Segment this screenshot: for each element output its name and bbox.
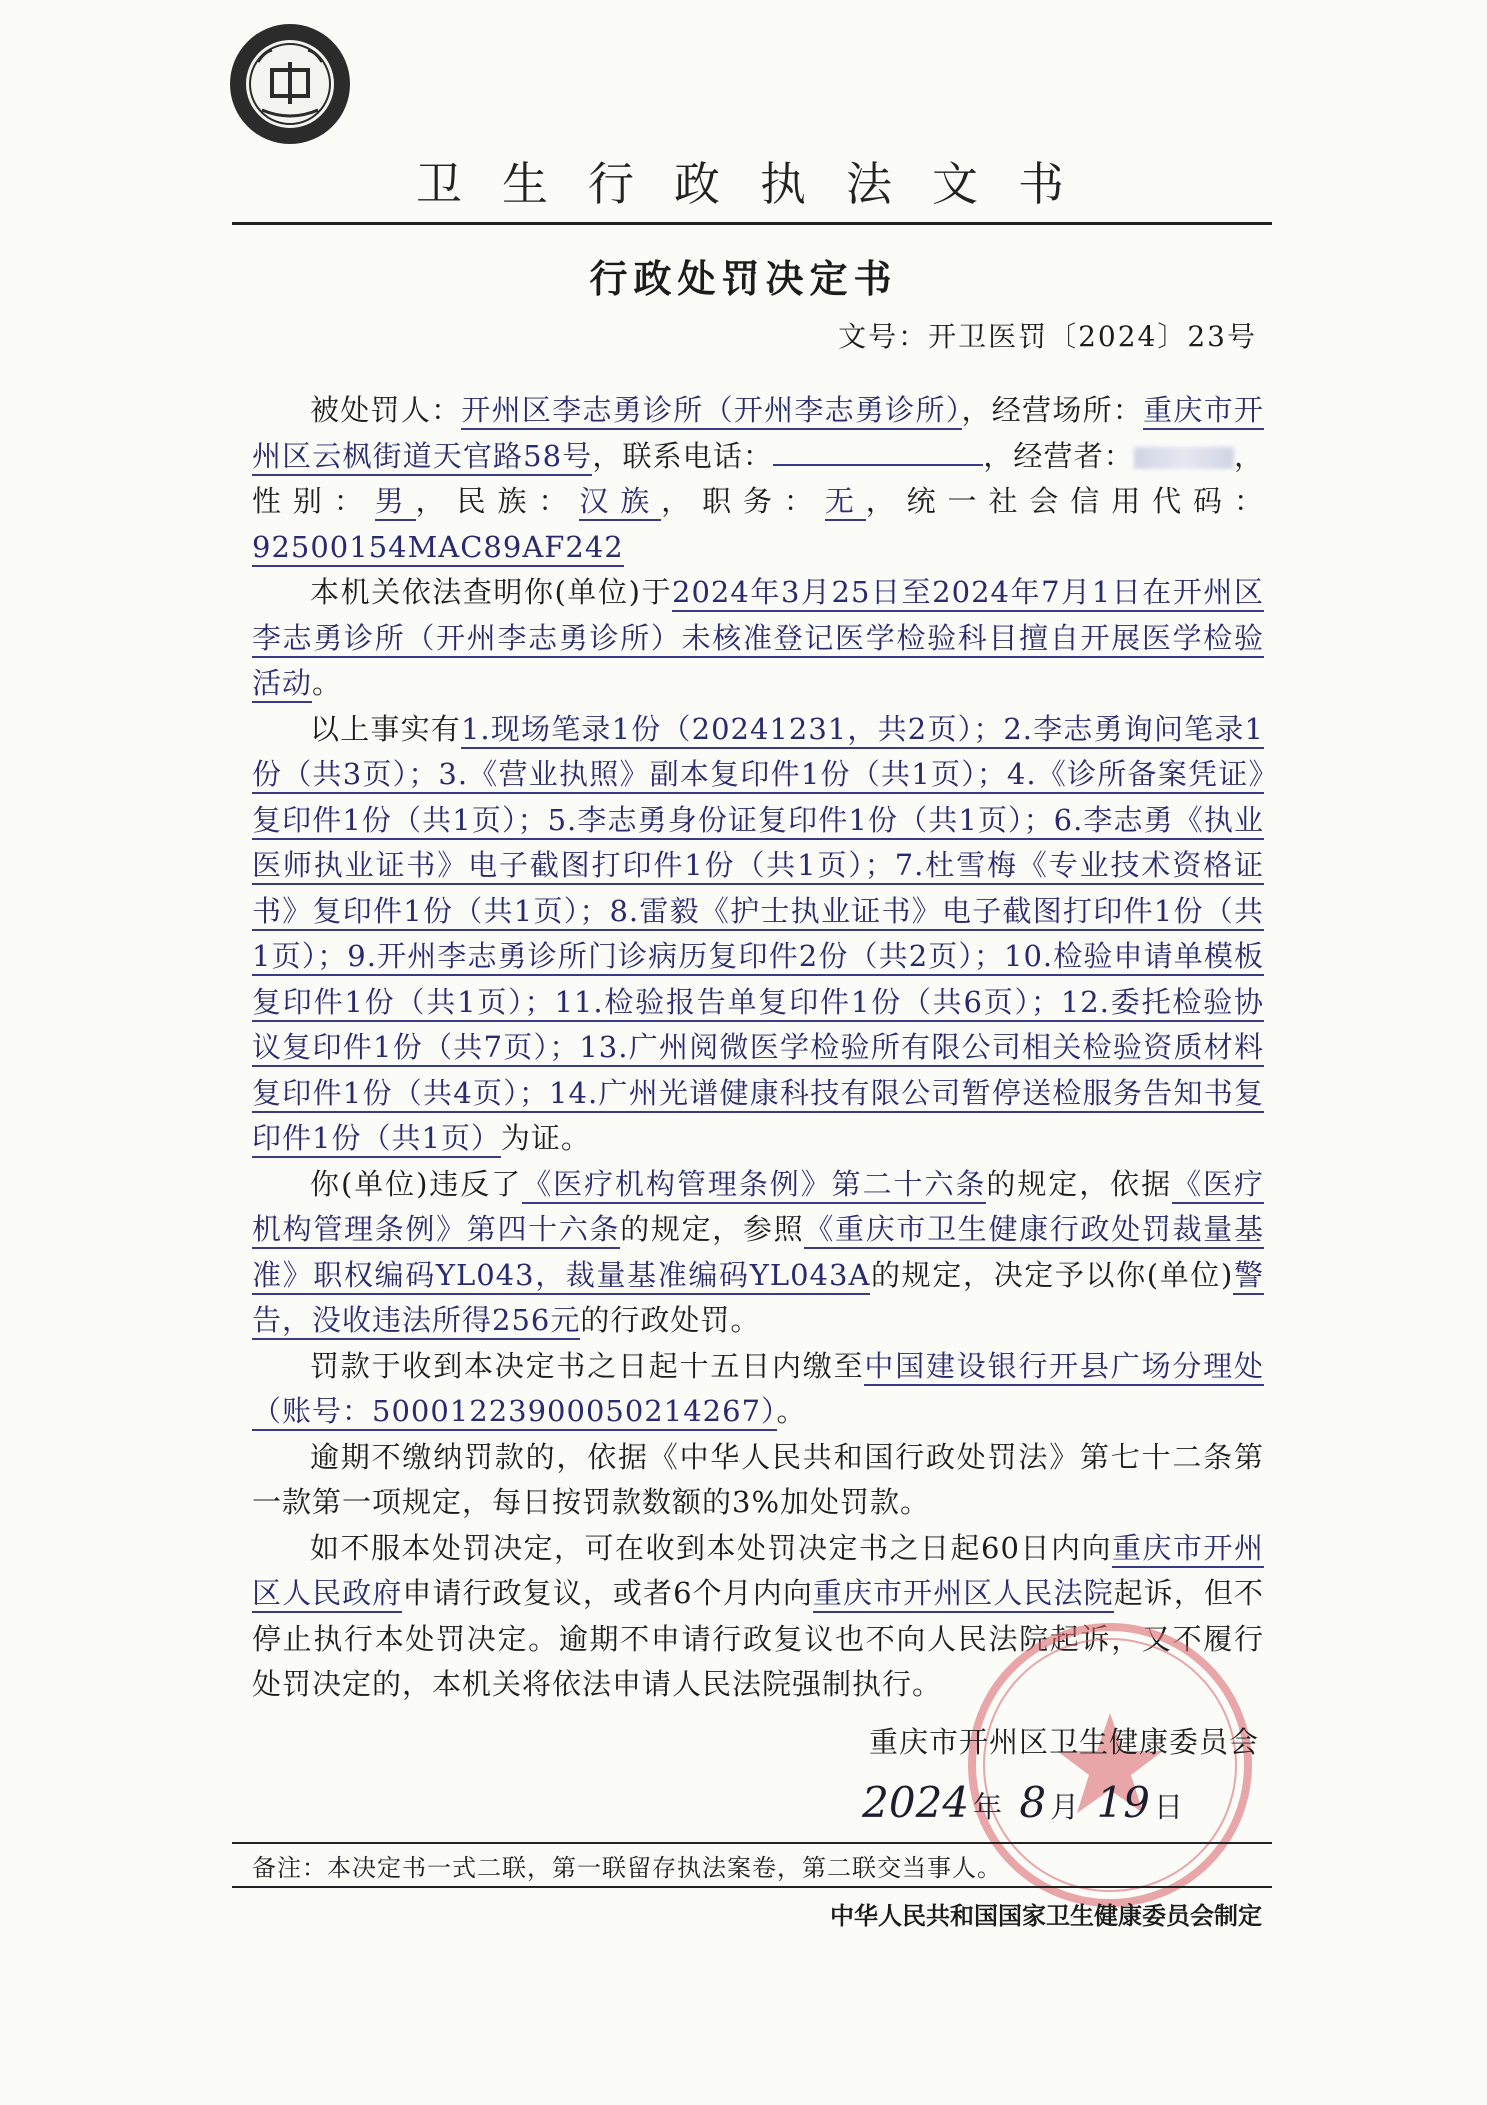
finding-paragraph [252,570,1264,707]
appeal-government: 重庆市开州区人民政府 [252,1531,1264,1614]
issuing-authority: 重庆市开州区卫生健康委员会 [868,1725,1259,1759]
emblem-icon [228,22,352,146]
document-number: 文号：开卫医罚〔2024〕23号 [838,320,1257,353]
violation-text-3: 的规定，参照 [620,1212,805,1246]
party-paragraph [252,388,1264,570]
credit-code-label: ，统一社会信用代码： [865,484,1264,518]
appeal-court: 重庆市开州区人民法院 [813,1576,1114,1613]
violated-article: 《医疗机构管理条例》第二十六条 [522,1167,986,1204]
overdue-paragraph: 逾期不缴纳罚款的，依据《中华人民共和国行政处罚法》第七十二条第一款第一项规定，每日按罚款数额的3%加处罚款。 [252,1439,1264,1519]
date-day-unit: 日 [1153,1790,1183,1824]
document-body [252,388,1264,1708]
redacted-operator [1134,447,1234,469]
evidence-prefix: 以上事实有 [310,711,461,746]
payment-text-1: 罚款于收到本决定书之日起十五日内缴至 [310,1348,865,1383]
legal-basis: 《医疗机构管理条例》第四十六条 [252,1167,1264,1250]
address-label: ，经营场所： [961,393,1144,427]
payment-text-2: 。 [776,1394,807,1428]
appeal-text-1: 如不服本处罚决定，可在收到本处罚决定书之日起60日内向 [310,1530,1112,1565]
evidence-paragraph [252,707,1264,1162]
finding-suffix: 。 [312,666,343,700]
appeal-text-2: 申请行政复议，或者6个月内向 [402,1576,813,1610]
date-month-unit: 月 [1050,1790,1080,1824]
date-year: 2024 [862,1778,970,1827]
party-label: 被处罚人： [310,393,462,427]
footer-divider-bottom [232,1886,1272,1888]
gender-label: ，性别： [252,438,1264,518]
footer-divider-top [232,1842,1272,1844]
page-title: 行政处罚决定书 [589,257,898,301]
phone-label: ，联系电话： [592,438,774,473]
ethnic-label: ，民族： [415,484,580,518]
party-gender: 男 [375,484,416,521]
job-label: ，职务： [661,484,825,518]
operator-label: ，经营者： [983,438,1134,473]
evidence-suffix: 为证。 [500,1121,591,1155]
date-day: 19 [1096,1778,1150,1827]
date-month: 8 [1019,1778,1047,1827]
issue-date [862,1778,1187,1827]
discretion-reference: 《重庆市卫生健康行政处罚裁量基准》职权编码YL043，裁量基准编码YL043A [252,1212,1264,1295]
remark-note: 备注：本决定书一式二联，第一联留存执法案卷，第二联交当事人。 [252,1854,1002,1882]
party-ethnic: 汉族 [579,484,661,521]
appeal-text-3: 起诉，但不停止执行本处罚决定。逾期不申请行政复议也不向人民法院起诉，又不履行处罚决定的，本机关将依法申请人民法院强制执行。 [252,1576,1264,1701]
official-seal [960,1615,1260,1915]
violation-text-1: 你(单位)违反了 [310,1166,523,1201]
party-name: 开州区李志勇诊所（开州李志勇诊所） [461,393,961,430]
party-address: 重庆市开州区云枫街道天官路58号 [252,393,1264,476]
evidence-list: 1.现场笔录1份（20241231，共2页）；2.李志勇询问笔录1份（共3页）；3.《营业执照》副本复印件1份（共1页）；4.《诊所备案凭证》复印件1份（共1页）；5.李志勇身份证复印件1份（共1页）；6.李志勇《执业医师执业证书》电子截图打印件1份（共1页）；7.杜雪梅《专业技术资格证书》复印件1份（共1页）；8.雷毅《护士执业证书》电子截图打印件1份（共1页）；9.开州李志勇诊所门诊病历复印件2份（共2页）；10.检验申请单模板复印件1份（共1页）；11.检验报告单复印件1份（共6页）；12.委托检验协议复印件1份（共7页）；13.广州阅微医学检验所有限公司相关检验资质材料复印件1份（共4页）；14.广州光谱健康科技有限公司暂停送检服务告知书复印件1份（共1页） [252,712,1264,1159]
violation-paragraph [252,1162,1264,1344]
finding-text: 2024年3月25日至2024年7月1日在开州区李志勇诊所（开州李志勇诊所）未核准登记医学检验科目擅自开展医学检验活动 [252,575,1264,703]
finding-prefix: 本机关依法查明你(单位)于 [310,575,673,609]
payment-paragraph [252,1344,1264,1435]
date-year-unit: 年 [973,1790,1003,1824]
document-type-heading: 卫生行政执法文书 [416,157,1104,211]
penalty-decision: 警告，没收违法所得256元 [252,1258,1264,1341]
credit-code: 92500154MAC89AF242 [252,530,624,567]
violation-text-2: 的规定，依据 [986,1166,1173,1201]
violation-text-5: 的行政处罚。 [580,1303,761,1337]
party-job: 无 [825,484,866,521]
form-maker: 中华人民共和国国家卫生健康委员会制定 [830,1902,1262,1930]
payment-bank: 中国建设银行开县广场分理处（账号：50001223900050214267） [252,1349,1264,1432]
phone-blank [773,435,983,466]
violation-text-4: 的规定，决定予以你(单位) [870,1257,1234,1292]
top-divider [232,222,1272,225]
